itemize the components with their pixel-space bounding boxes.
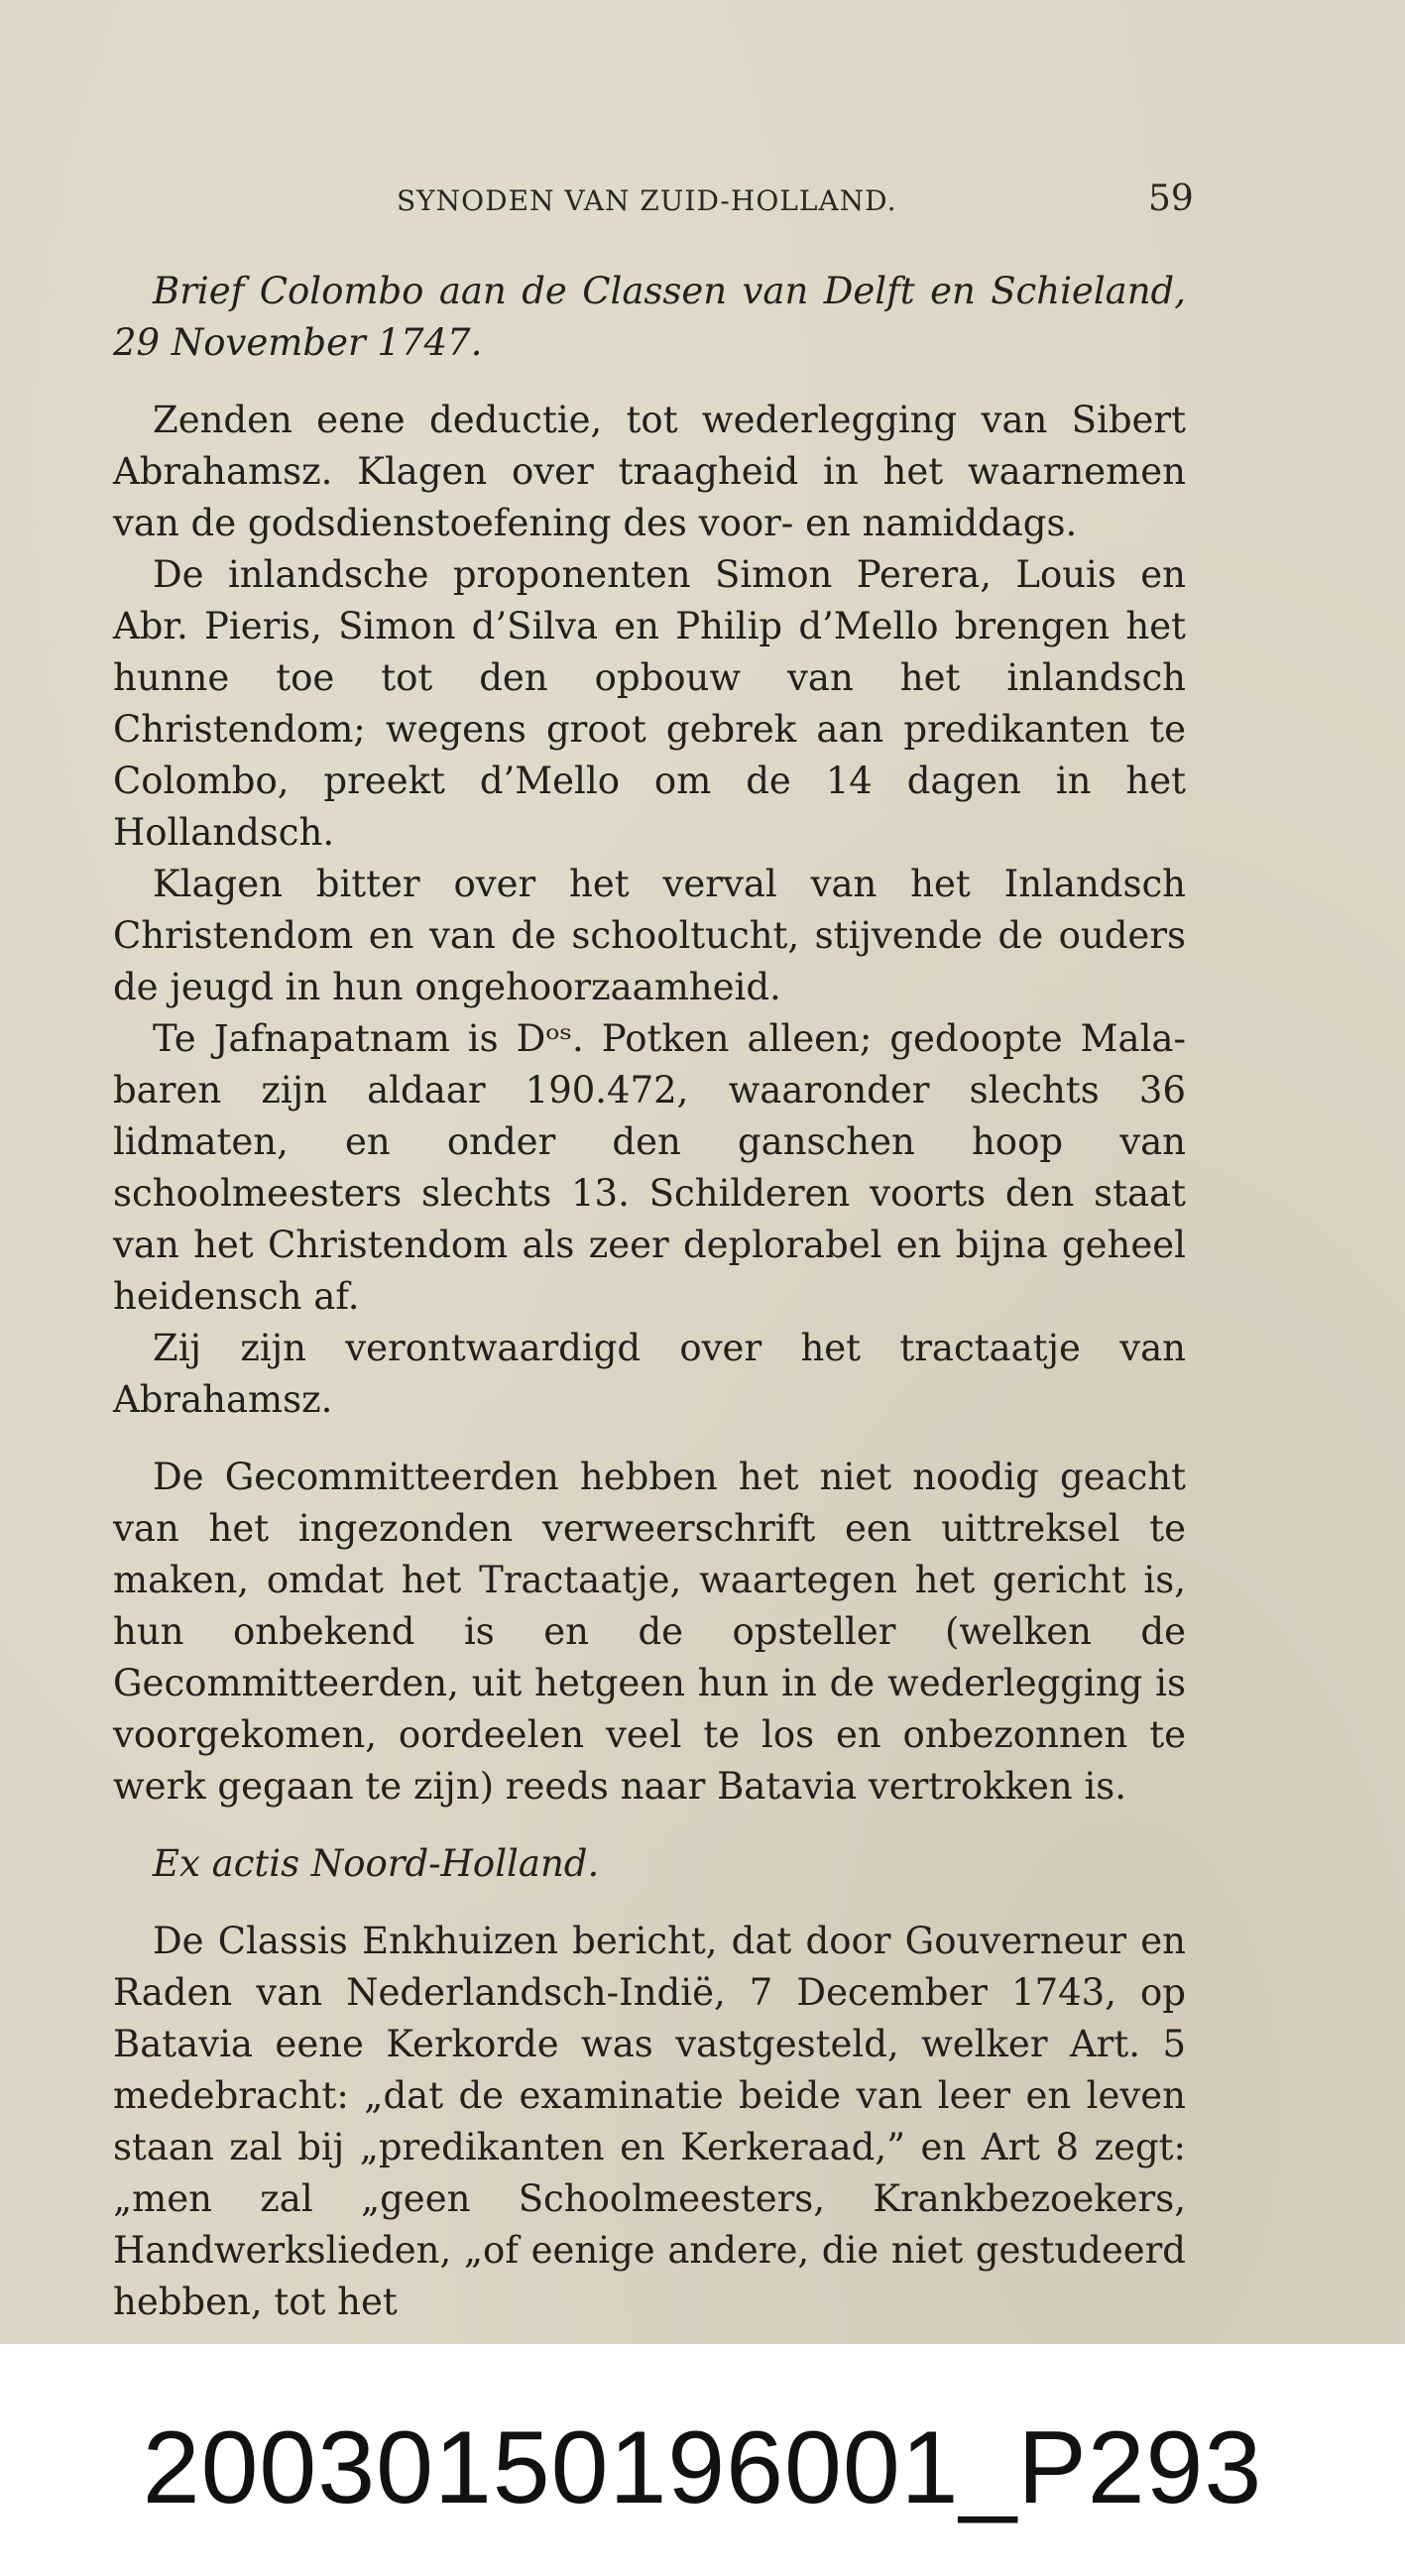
paragraph-proponenten: De inlandsche proponenten Simon Perera, Louis en Abr. Pieris, Simon d’Silva en Philip d’Mello brengen het hunne toe tot den opbouw van het inlandsch Christendom; wegens groot gebrek aan predikanten te Colombo, preekt d’Mello om de 14 dagen in het Hollandsch. [113, 553, 1186, 854]
page-number: 59 [1148, 178, 1194, 219]
spacer [113, 369, 1186, 395]
paragraph-enkhuizen: De Classis Enkhuizen bericht, dat door Gouverneur en Raden van Nederlandsch-Indië, 7 December 1743, op Batavia eene Kerkorde was vastgesteld, welker Art. 5 medebracht: „dat de examinatie beide van leer en leven staan zal bij „predikanten en Kerkeraad,” en Art 8 zegt: „men zal „geen Schoolmeesters, Krankbezoekers, Handwerkslieden, „of eenige andere, die niet gestudeerd hebben, tot het [113, 1920, 1186, 2323]
paragraph-jafnapatnam: Te Jafnapatnam is Dᵒˢ. Potken alleen; gedoopte Malabaren zijn aldaar 190.472, waaronder slechts 36 lidmaten, en onder den ganschen hoop van schoolmeesters slechts 13. Schilderen voorts den staat van het Christendom als zeer deplorabel en bijna geheel heidensch af. [113, 1017, 1186, 1318]
section-heading-noord-holland: Ex actis Noord-Holland. [153, 1842, 600, 1885]
paragraph-gecommitteerden: De Gecommitteerden hebben het niet noodig geacht van het ingezonden verweerschrift een uittreksel te maken, omdat het Tractaatje, waartegen het gericht is, hun onbekend is en de opsteller (welken de Gecommitteerden, uit hetgeen hun in de wederlegging is voorgekomen, oordeelen veel te los en onbezonnen te werk gegaan te zijn) reeds naar Batavia vertrokken is. [113, 1456, 1186, 1808]
section-heading-colombo-letter: Brief Colombo aan de Classen van Delft en Schieland, 29 November 1747. [113, 270, 1186, 364]
spacer [113, 1890, 1186, 1916]
spacer [113, 1426, 1186, 1452]
paragraph-tractaatje: Zij zijn verontwaardigd over het tractaatje van Abrahamsz. [113, 1327, 1186, 1421]
archive-label-strip [0, 2344, 1405, 2576]
paragraph-verval: Klagen bitter over het verval van het Inlandsch Christendom en van de schooltucht, stijvende de ouders de jeugd in hun ongehoorzaamheid. [113, 863, 1186, 1008]
page-body [113, 266, 1186, 2328]
archive-identifier: 20030150196001_P293 [142, 2410, 1263, 2525]
spacer [113, 1813, 1186, 1838]
paragraph-deductie: Zenden eene deductie, tot wederlegging van Sibert Abrahamsz. Klagen over traagheid in het waarnemen van de godsdienstoefening des voor- en namiddags. [113, 399, 1186, 544]
running-head: SYNODEN VAN ZUID-HOLLAND. [397, 184, 897, 217]
